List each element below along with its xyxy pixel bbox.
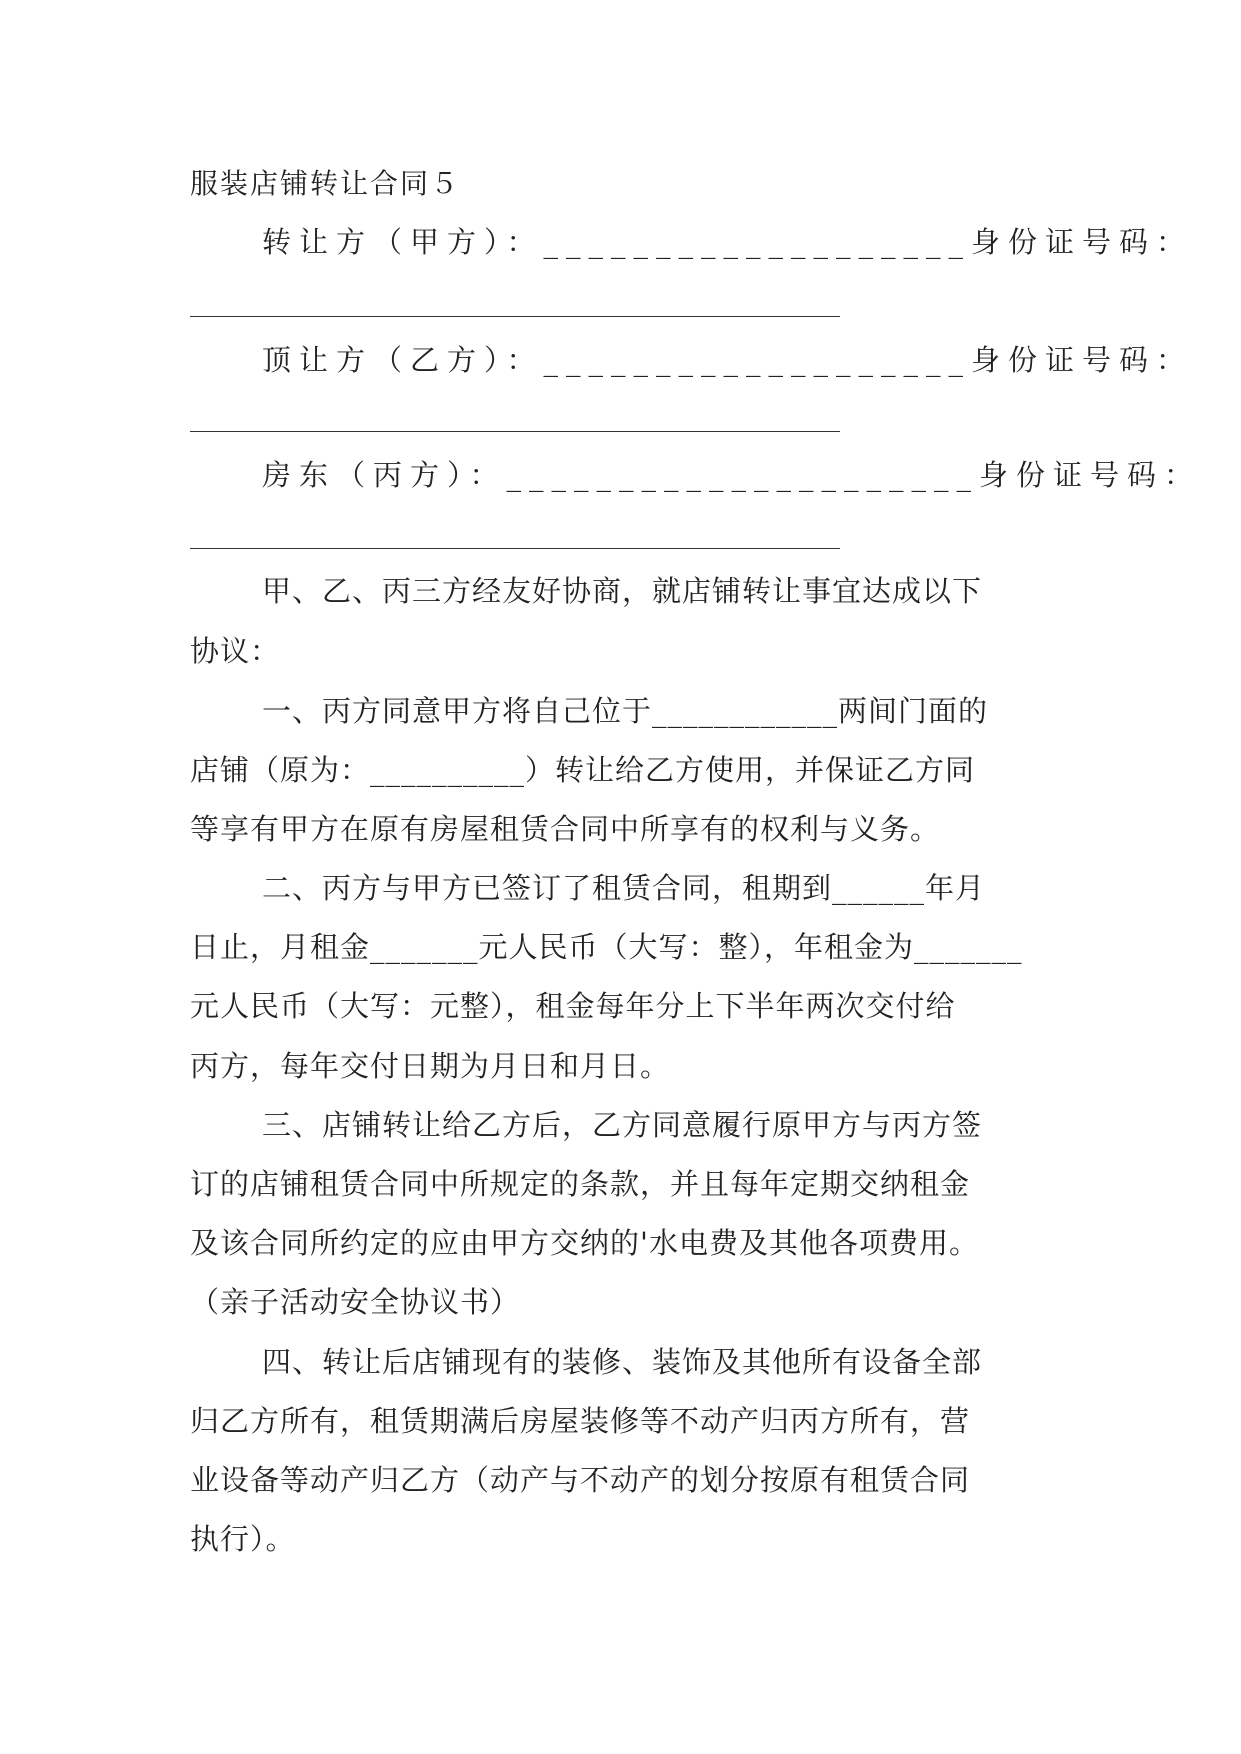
party-a-line: 转让方（甲方）：___________________身份证号码： <box>262 225 1194 259</box>
intro-paragraph-line: 协议： <box>190 634 281 668</box>
clause-4-line: 四、转让后店铺现有的装修、装饰及其他所有设备全部 <box>262 1345 983 1379</box>
clause-3-line: （亲子活动安全协议书） <box>190 1285 521 1319</box>
clause-1-line: 等享有甲方在原有房屋租赁合同中所享有的权利与义务。 <box>190 812 941 846</box>
clause-4-line: 执行）。 <box>190 1522 296 1556</box>
clause-3-line: 三、店铺转让给乙方后，乙方同意履行原甲方与丙方签 <box>262 1108 983 1142</box>
clause-3-line: 及该合同所约定的应由甲方交纳的'水电费及其他各项费用。 <box>190 1226 979 1260</box>
party-b-line: 顶让方（乙方）：___________________身份证号码： <box>262 343 1194 377</box>
party-b-id-blank <box>190 431 840 432</box>
clause-3-line: 订的店铺租赁合同中所规定的条款，并且每年定期交纳租金 <box>190 1167 971 1201</box>
clause-4-line: 业设备等动产归乙方（动产与不动产的划分按原有租赁合同 <box>190 1463 971 1497</box>
clause-2-line: 丙方，每年交付日期为月日和月日。 <box>190 1049 671 1083</box>
clause-1-line: 店铺（原为：__________）转让给乙方使用，并保证乙方同 <box>190 753 976 787</box>
clause-1-line: 一、丙方同意甲方将自己位于____________两间门面的 <box>262 694 989 728</box>
document-title: 服装店铺转让合同５ <box>190 167 461 200</box>
party-c-id-blank <box>190 548 840 549</box>
clause-2-line: 日止，月租金_______元人民币（大写：整），年租金为_______ <box>190 930 1023 964</box>
party-c-line: 房东（丙方）：_____________________身份证号码： <box>262 458 1202 492</box>
intro-paragraph-line: 甲、乙、丙三方经友好协商，就店铺转让事宜达成以下 <box>262 574 983 608</box>
clause-4-line: 归乙方所有，租赁期满后房屋装修等不动产归丙方所有，营 <box>190 1404 971 1438</box>
party-a-id-blank <box>190 316 840 317</box>
clause-2-line: 二、丙方与甲方已签订了租赁合同，租期到______年月 <box>262 871 986 905</box>
clause-2-line: 元人民币（大写：元整），租金每年分上下半年两次交付给 <box>190 989 956 1023</box>
